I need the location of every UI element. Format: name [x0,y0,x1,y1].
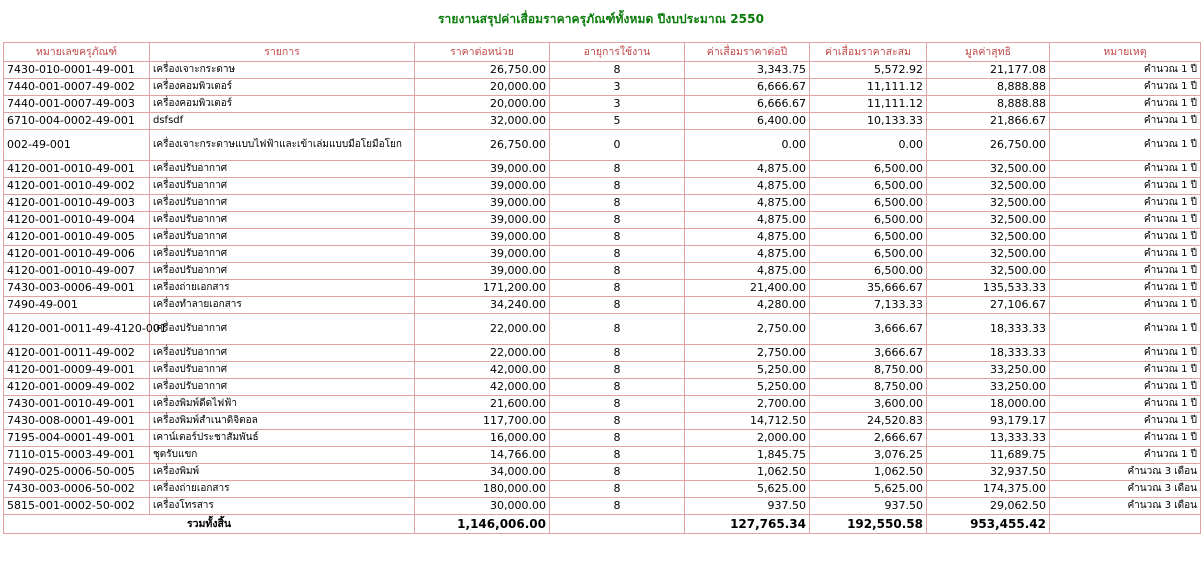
cell-item-name: เครื่องปรับอากาศ [150,314,415,345]
cell-depreciation-per-year: 2,000.00 [685,430,810,447]
cell-remark: คำนวณ 1 ปี [1050,79,1201,96]
table-row [4,113,1201,130]
cell-useful-life: 8 [550,481,685,498]
cell-unit-price: 22,000.00 [415,314,550,345]
cell-accumulated-depreciation: 6,500.00 [810,246,927,263]
cell-accumulated-depreciation: 3,666.67 [810,314,927,345]
total-useful-life-empty [550,515,685,534]
cell-item-name: ชุดรับแขก [150,447,415,464]
cell-item-name: เครื่องคอมพิวเตอร์ [150,96,415,113]
cell-depreciation-per-year: 1,062.50 [685,464,810,481]
cell-item-name: เครื่องปรับอากาศ [150,212,415,229]
cell-remark: คำนวณ 1 ปี [1050,263,1201,280]
cell-net-value: 18,000.00 [927,396,1050,413]
cell-useful-life: 8 [550,62,685,79]
cell-depreciation-per-year: 2,700.00 [685,396,810,413]
cell-remark: คำนวณ 3 เดือน [1050,498,1201,515]
table-body [4,62,1201,515]
cell-remark: คำนวณ 1 ปี [1050,362,1201,379]
cell-depreciation-per-year: 21,400.00 [685,280,810,297]
cell-remark: คำนวณ 1 ปี [1050,447,1201,464]
cell-remark: คำนวณ 1 ปี [1050,396,1201,413]
cell-depreciation-per-year: 2,750.00 [685,314,810,345]
cell-accumulated-depreciation: 6,500.00 [810,178,927,195]
cell-accumulated-depreciation: 10,133.33 [810,113,927,130]
cell-unit-price: 16,000.00 [415,430,550,447]
cell-accumulated-depreciation: 11,111.12 [810,96,927,113]
cell-unit-price: 39,000.00 [415,212,550,229]
cell-accumulated-depreciation: 1,062.50 [810,464,927,481]
cell-net-value: 32,500.00 [927,229,1050,246]
cell-remark: คำนวณ 1 ปี [1050,280,1201,297]
cell-depreciation-per-year: 6,666.67 [685,96,810,113]
cell-item-name: เครื่องปรับอากาศ [150,246,415,263]
table-row [4,246,1201,263]
cell-asset-number: 4120-001-0010-49-004 [4,212,150,229]
cell-item-name: เครื่องเจาะกระดาษ [150,62,415,79]
cell-useful-life: 8 [550,413,685,430]
cell-net-value: 32,937.50 [927,464,1050,481]
cell-unit-price: 20,000.00 [415,96,550,113]
cell-item-name: เครื่องพิมพ์ [150,464,415,481]
table-row [4,447,1201,464]
cell-net-value: 32,500.00 [927,161,1050,178]
cell-unit-price: 32,000.00 [415,113,550,130]
cell-asset-number: 7430-008-0001-49-001 [4,413,150,430]
cell-net-value: 33,250.00 [927,362,1050,379]
cell-net-value: 21,177.08 [927,62,1050,79]
cell-depreciation-per-year: 5,625.00 [685,481,810,498]
cell-unit-price: 34,000.00 [415,464,550,481]
cell-item-name: เครื่องพิมพ์สำเนาดิจิตอล [150,413,415,430]
cell-net-value: 11,689.75 [927,447,1050,464]
cell-remark: คำนวณ 1 ปี [1050,246,1201,263]
cell-asset-number: 4120-001-0010-49-002 [4,178,150,195]
cell-net-value: 8,888.88 [927,96,1050,113]
cell-useful-life: 5 [550,113,685,130]
table-row [4,396,1201,413]
total-remark-empty [1050,515,1201,534]
cell-asset-number: 4120-001-0010-49-001 [4,161,150,178]
cell-remark: คำนวณ 1 ปี [1050,345,1201,362]
cell-useful-life: 3 [550,79,685,96]
cell-useful-life: 8 [550,229,685,246]
cell-unit-price: 26,750.00 [415,130,550,161]
total-depreciation-per-year: 127,765.34 [685,515,810,534]
cell-item-name: เครื่องถ่ายเอกสาร [150,481,415,498]
cell-asset-number: 4120-001-0010-49-007 [4,263,150,280]
cell-net-value: 26,750.00 [927,130,1050,161]
cell-accumulated-depreciation: 3,600.00 [810,396,927,413]
cell-unit-price: 14,766.00 [415,447,550,464]
cell-asset-number: 4120-001-0009-49-002 [4,379,150,396]
cell-depreciation-per-year: 4,875.00 [685,178,810,195]
cell-depreciation-per-year: 6,666.67 [685,79,810,96]
cell-item-name: เครื่องปรับอากาศ [150,229,415,246]
cell-accumulated-depreciation: 35,666.67 [810,280,927,297]
cell-item-name: เครื่องปรับอากาศ [150,379,415,396]
table-row [4,498,1201,515]
cell-accumulated-depreciation: 2,666.67 [810,430,927,447]
cell-asset-number: 7430-003-0006-49-001 [4,280,150,297]
cell-net-value: 32,500.00 [927,195,1050,212]
cell-asset-number: 7440-001-0007-49-003 [4,96,150,113]
cell-unit-price: 21,600.00 [415,396,550,413]
cell-net-value: 18,333.33 [927,345,1050,362]
cell-asset-number: 7490-025-0006-50-005 [4,464,150,481]
cell-depreciation-per-year: 4,875.00 [685,161,810,178]
cell-accumulated-depreciation: 6,500.00 [810,195,927,212]
cell-useful-life: 8 [550,396,685,413]
cell-asset-number: 4120-001-0010-49-005 [4,229,150,246]
table-row [4,212,1201,229]
cell-net-value: 27,106.67 [927,297,1050,314]
table-row [4,130,1201,161]
cell-unit-price: 39,000.00 [415,178,550,195]
cell-item-name: เครื่องปรับอากาศ [150,195,415,212]
cell-unit-price: 39,000.00 [415,246,550,263]
table-row [4,345,1201,362]
cell-asset-number: 4120-001-0010-49-006 [4,246,150,263]
cell-unit-price: 180,000.00 [415,481,550,498]
total-row [4,515,1201,534]
cell-remark: คำนวณ 1 ปี [1050,113,1201,130]
column-header-depreciation-per-year: ค่าเสื่อมราคาต่อปี [685,43,810,62]
cell-net-value: 13,333.33 [927,430,1050,447]
cell-useful-life: 0 [550,130,685,161]
cell-asset-number: 4120-001-0011-49-4120-001 [4,314,150,345]
cell-useful-life: 8 [550,379,685,396]
cell-accumulated-depreciation: 3,666.67 [810,345,927,362]
cell-remark: คำนวณ 1 ปี [1050,413,1201,430]
cell-remark: คำนวณ 1 ปี [1050,229,1201,246]
cell-remark: คำนวณ 1 ปี [1050,161,1201,178]
cell-depreciation-per-year: 4,875.00 [685,212,810,229]
total-net-value: 953,455.42 [927,515,1050,534]
cell-item-name: เครื่องทำลายเอกสาร [150,297,415,314]
cell-useful-life: 8 [550,498,685,515]
cell-item-name: เครื่องโทรสาร [150,498,415,515]
table-row [4,229,1201,246]
cell-accumulated-depreciation: 3,076.25 [810,447,927,464]
cell-useful-life: 8 [550,297,685,314]
cell-useful-life: 3 [550,96,685,113]
table-row [4,263,1201,280]
cell-net-value: 32,500.00 [927,212,1050,229]
cell-accumulated-depreciation: 6,500.00 [810,263,927,280]
cell-remark: คำนวณ 1 ปี [1050,314,1201,345]
cell-useful-life: 8 [550,263,685,280]
cell-depreciation-per-year: 3,343.75 [685,62,810,79]
column-header-remark: หมายเหตุ [1050,43,1201,62]
cell-unit-price: 26,750.00 [415,62,550,79]
cell-asset-number: 7195-004-0001-49-001 [4,430,150,447]
table-row [4,96,1201,113]
cell-remark: คำนวณ 1 ปี [1050,130,1201,161]
table-row [4,481,1201,498]
cell-unit-price: 20,000.00 [415,79,550,96]
cell-net-value: 93,179.17 [927,413,1050,430]
cell-net-value: 33,250.00 [927,379,1050,396]
cell-accumulated-depreciation: 5,572.92 [810,62,927,79]
cell-item-name: เครื่องปรับอากาศ [150,178,415,195]
header-row [4,43,1201,62]
cell-item-name: เครื่องเจาะกระดาษแบบไฟฟ้าและเข้าเล่มแบบมือโยมือโยก [150,130,415,161]
table-row [4,362,1201,379]
cell-accumulated-depreciation: 6,500.00 [810,161,927,178]
cell-asset-number: 4120-001-0011-49-002 [4,345,150,362]
cell-asset-number: 5815-001-0002-50-002 [4,498,150,515]
cell-asset-number: 7430-010-0001-49-001 [4,62,150,79]
cell-remark: คำนวณ 1 ปี [1050,430,1201,447]
cell-asset-number: 7440-001-0007-49-002 [4,79,150,96]
cell-depreciation-per-year: 2,750.00 [685,345,810,362]
cell-accumulated-depreciation: 11,111.12 [810,79,927,96]
cell-useful-life: 8 [550,362,685,379]
cell-asset-number: 002-49-001 [4,130,150,161]
cell-depreciation-per-year: 4,875.00 [685,195,810,212]
table-row [4,297,1201,314]
cell-unit-price: 42,000.00 [415,379,550,396]
cell-depreciation-per-year: 4,875.00 [685,246,810,263]
cell-depreciation-per-year: 4,280.00 [685,297,810,314]
cell-item-name: เครื่องปรับอากาศ [150,161,415,178]
cell-accumulated-depreciation: 0.00 [810,130,927,161]
cell-useful-life: 8 [550,345,685,362]
cell-item-name: เครื่องปรับอากาศ [150,345,415,362]
cell-useful-life: 8 [550,280,685,297]
table-row [4,195,1201,212]
cell-unit-price: 30,000.00 [415,498,550,515]
column-header-unit-price: ราคาต่อหน่วย [415,43,550,62]
table-row [4,379,1201,396]
cell-accumulated-depreciation: 937.50 [810,498,927,515]
table-row [4,413,1201,430]
cell-item-name: dsfsdf [150,113,415,130]
cell-depreciation-per-year: 0.00 [685,130,810,161]
cell-useful-life: 8 [550,447,685,464]
cell-useful-life: 8 [550,212,685,229]
cell-net-value: 29,062.50 [927,498,1050,515]
table-row [4,178,1201,195]
cell-unit-price: 34,240.00 [415,297,550,314]
table-row [4,161,1201,178]
cell-useful-life: 8 [550,464,685,481]
cell-remark: คำนวณ 1 ปี [1050,195,1201,212]
cell-depreciation-per-year: 5,250.00 [685,379,810,396]
cell-asset-number: 6710-004-0002-49-001 [4,113,150,130]
cell-remark: คำนวณ 3 เดือน [1050,481,1201,498]
cell-depreciation-per-year: 4,875.00 [685,263,810,280]
total-accumulated-depreciation: 192,550.58 [810,515,927,534]
cell-depreciation-per-year: 4,875.00 [685,229,810,246]
cell-net-value: 135,533.33 [927,280,1050,297]
cell-item-name: เครื่องปรับอากาศ [150,362,415,379]
cell-net-value: 21,866.67 [927,113,1050,130]
cell-depreciation-per-year: 14,712.50 [685,413,810,430]
cell-useful-life: 8 [550,314,685,345]
cell-useful-life: 8 [550,178,685,195]
column-header-accumulated-depreciation: ค่าเสื่อมราคาสะสม [810,43,927,62]
cell-remark: คำนวณ 1 ปี [1050,96,1201,113]
cell-remark: คำนวณ 3 เดือน [1050,464,1201,481]
depreciation-table [3,42,1201,534]
cell-accumulated-depreciation: 5,625.00 [810,481,927,498]
cell-asset-number: 4120-001-0010-49-003 [4,195,150,212]
cell-depreciation-per-year: 6,400.00 [685,113,810,130]
cell-useful-life: 8 [550,195,685,212]
cell-unit-price: 42,000.00 [415,362,550,379]
cell-net-value: 32,500.00 [927,178,1050,195]
cell-remark: คำนวณ 1 ปี [1050,297,1201,314]
cell-item-name: เคาน์เตอร์ประชาสัมพันธ์ [150,430,415,447]
cell-item-name: เครื่องปรับอากาศ [150,263,415,280]
total-label: รวมทั้งสิ้น [4,515,415,534]
table-row [4,430,1201,447]
cell-accumulated-depreciation: 6,500.00 [810,212,927,229]
column-header-net-value: มูลค่าสุทธิ [927,43,1050,62]
cell-useful-life: 8 [550,246,685,263]
cell-item-name: เครื่องคอมพิวเตอร์ [150,79,415,96]
cell-asset-number: 4120-001-0009-49-001 [4,362,150,379]
cell-accumulated-depreciation: 7,133.33 [810,297,927,314]
cell-accumulated-depreciation: 8,750.00 [810,379,927,396]
cell-unit-price: 117,700.00 [415,413,550,430]
table-row [4,314,1201,345]
cell-useful-life: 8 [550,430,685,447]
cell-net-value: 32,500.00 [927,263,1050,280]
cell-net-value: 32,500.00 [927,246,1050,263]
cell-asset-number: 7110-015-0003-49-001 [4,447,150,464]
cell-unit-price: 22,000.00 [415,345,550,362]
cell-remark: คำนวณ 1 ปี [1050,62,1201,79]
cell-accumulated-depreciation: 8,750.00 [810,362,927,379]
cell-remark: คำนวณ 1 ปี [1050,212,1201,229]
cell-net-value: 8,888.88 [927,79,1050,96]
cell-useful-life: 8 [550,161,685,178]
cell-unit-price: 171,200.00 [415,280,550,297]
column-header-useful-life: อายุการใช้งาน [550,43,685,62]
cell-depreciation-per-year: 5,250.00 [685,362,810,379]
table-row [4,280,1201,297]
cell-accumulated-depreciation: 6,500.00 [810,229,927,246]
cell-unit-price: 39,000.00 [415,229,550,246]
table-row [4,62,1201,79]
cell-unit-price: 39,000.00 [415,161,550,178]
cell-net-value: 174,375.00 [927,481,1050,498]
column-header-asset-number: หมายเลขครุภัณฑ์ [4,43,150,62]
cell-item-name: เครื่องพิมพ์ดีดไฟฟ้า [150,396,415,413]
cell-asset-number: 7430-001-0010-49-001 [4,396,150,413]
cell-depreciation-per-year: 937.50 [685,498,810,515]
cell-net-value: 18,333.33 [927,314,1050,345]
cell-unit-price: 39,000.00 [415,195,550,212]
table-row [4,464,1201,481]
cell-remark: คำนวณ 1 ปี [1050,379,1201,396]
cell-remark: คำนวณ 1 ปี [1050,178,1201,195]
table-row [4,79,1201,96]
cell-item-name: เครื่องถ่ายเอกสาร [150,280,415,297]
cell-accumulated-depreciation: 24,520.83 [810,413,927,430]
total-unit-price: 1,146,006.00 [415,515,550,534]
column-header-item: รายการ [150,43,415,62]
cell-asset-number: 7490-49-001 [4,297,150,314]
report-title: รายงานสรุปค่าเสื่อมราคาครุภัณฑ์ทั้งหมด ปีงบประมาณ 2550 [437,12,765,26]
cell-depreciation-per-year: 1,845.75 [685,447,810,464]
cell-unit-price: 39,000.00 [415,263,550,280]
cell-asset-number: 7430-003-0006-50-002 [4,481,150,498]
